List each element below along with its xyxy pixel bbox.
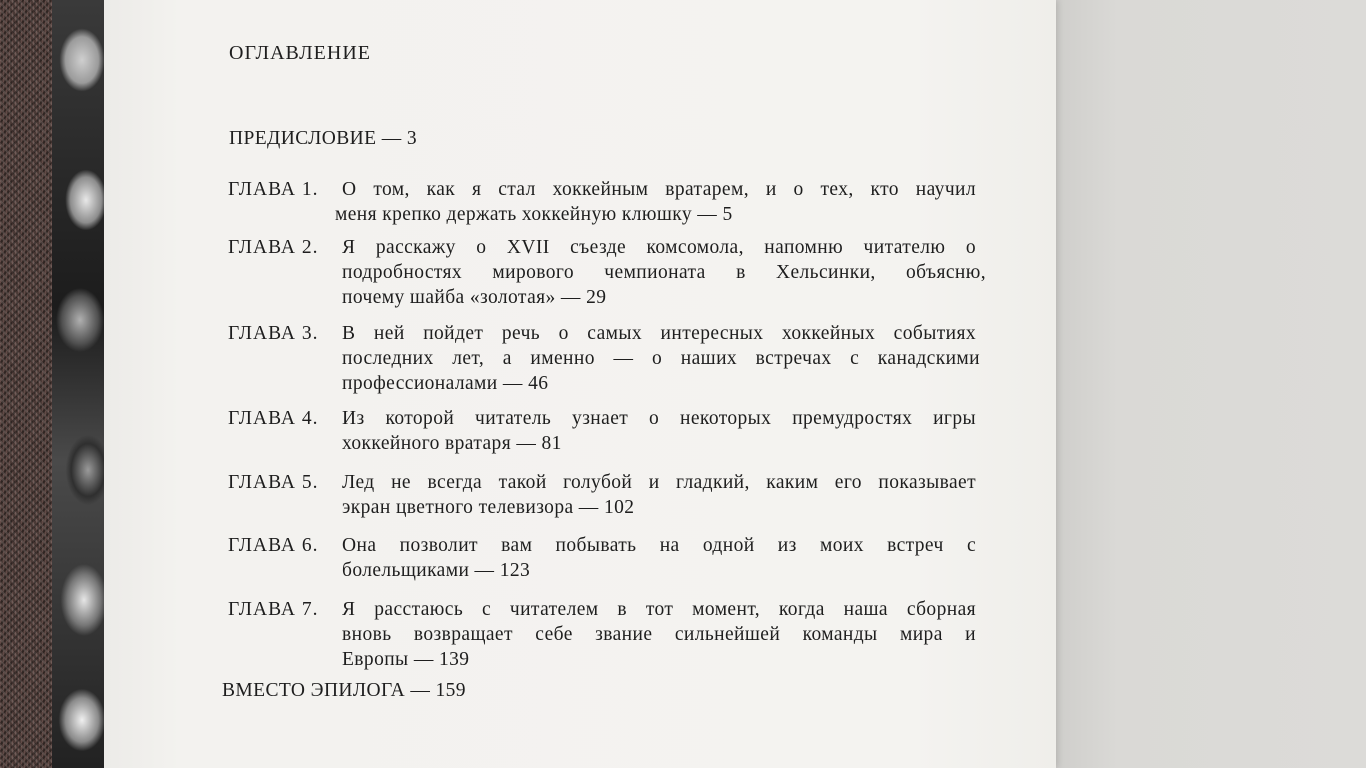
chapter-label: ГЛАВА 2. xyxy=(228,237,319,258)
toc-chapter-3 xyxy=(228,321,980,396)
chapter-label: ГЛАВА 3. xyxy=(228,323,319,344)
toc-chapter-4 xyxy=(228,406,976,456)
chapter-description xyxy=(342,321,980,396)
chapter-label: ГЛАВА 4. xyxy=(228,408,319,429)
chapter-label: ГЛАВА 5. xyxy=(228,472,319,493)
chapter-line: Из которой читатель узнает о некоторых премудростях игры xyxy=(342,408,976,429)
chapter-line: О том, как я стал хоккейным вратарем, и о тех, кто научил xyxy=(342,179,976,200)
toc-chapter-2 xyxy=(228,235,986,310)
chapter-line: подробностях мирового чемпионата в Хельсинки, объясню, xyxy=(342,262,986,283)
chapter-label: ГЛАВА 6. xyxy=(228,535,319,556)
chapter-line: хоккейного вратаря — 81 xyxy=(342,433,562,454)
chapter-line: экран цветного телевизора — 102 xyxy=(342,497,635,518)
chapter-line: последних лет, а именно — о наших встречах с канадскими xyxy=(342,348,980,369)
toc-heading: ОГЛАВЛЕНИЕ xyxy=(229,42,371,64)
chapter-label: ГЛАВА 7. xyxy=(228,599,319,620)
toc-chapter-1 xyxy=(228,177,976,227)
chapter-line: Я расскажу о XVII съезде комсомола, напомню читателю о xyxy=(342,237,976,258)
chapter-line: профессионалами — 46 xyxy=(342,373,549,394)
chapter-description xyxy=(342,597,976,672)
toc-chapter-6 xyxy=(228,533,976,583)
chapter-description xyxy=(342,470,976,520)
table-surface xyxy=(1056,0,1366,768)
chapter-description xyxy=(342,533,976,583)
chapter-line: Европы — 139 xyxy=(342,649,470,670)
toc-preface: ПРЕДИСЛОВИЕ — 3 xyxy=(229,128,418,149)
chapter-line: вновь возвращает себе звание сильнейшей команды мира и xyxy=(342,624,976,645)
chapter-label: ГЛАВА 1. xyxy=(228,179,319,200)
chapter-line: Лед не всегда такой голубой и гладкий, каким его показывает xyxy=(342,472,976,493)
chapter-line: В ней пойдет речь о самых интересных хоккейных событиях xyxy=(342,323,976,344)
toc-epilogue: ВМЕСТО ЭПИЛОГА — 159 xyxy=(222,680,466,701)
chapter-description xyxy=(335,177,976,227)
chapter-line: Она позволит вам побывать на одной из моих встреч с xyxy=(342,535,976,556)
chapter-line: меня крепко держать хоккейную клюшку — 5 xyxy=(335,204,733,225)
chapter-description xyxy=(342,406,976,456)
chapter-line: почему шайба «золотая» — 29 xyxy=(342,287,607,308)
toc-chapter-5 xyxy=(228,470,976,520)
chapter-line: Я расстаюсь с читателем в тот момент, когда наша сборная xyxy=(342,599,976,620)
chapter-description xyxy=(342,235,986,310)
chapter-line: болельщиками — 123 xyxy=(342,560,531,581)
fabric-background xyxy=(0,0,56,768)
toc-chapter-7 xyxy=(228,597,976,672)
